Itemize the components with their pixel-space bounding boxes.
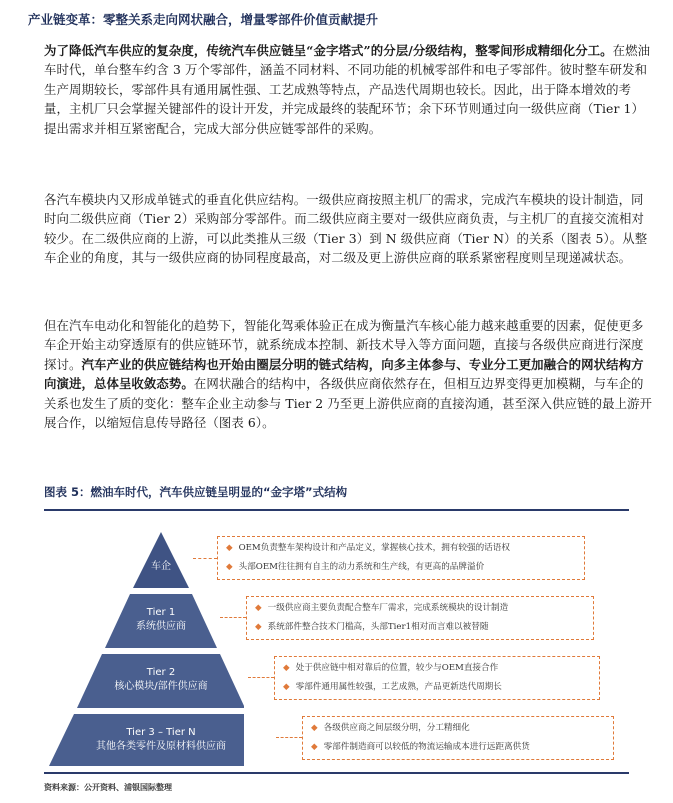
figure-rule-bottom [44, 772, 629, 774]
section-heading: 产业链变革：零整关系走向网状融合，增量零部件价值贡献提升 [28, 12, 379, 27]
note-box-tier-2: ◆ 处于供应链中相对靠后的位置，较少与OEM直接合作 ◆ 零部件通用属性较强，工艺成熟，产品更新迭代周期长 [274, 656, 600, 700]
source-note: 资料来源：公开资料、浦银国际整理 [44, 783, 172, 792]
tier-2-label: Tier 2 核心模块/部件供应商 [114, 667, 208, 692]
connector-tier-1 [220, 617, 246, 618]
note-box-tier-1: ◆ 一级供应商主要负责配合整车厂需求，完成系统模块的设计制造 ◆ 系统部件整合技术门槛高，头部Tier1相对而言难以被替随 [246, 596, 594, 640]
paragraph-1-text: 在燃油车时代，单台整车约含 3 万个零部件，涵盖不同材料、不同功能的机械零部件和电子零部件。彼时整车研发和生产周期较长，零部件具有通用属性强、工艺成熟等特点，产品迭代周期也较长。因此，出于降本增效的考量，主机厂只会掌握关键部件的设计开发，并完成最终的装配环节；余下环节则通过向一级供应商（Tier 1）提出需求并相互紧密配合，完成大部分供应链零部件的采购。 [44, 43, 651, 136]
paragraph-3-text-b: 在网状融合的结构中，各级供应商依然存在，但相互边界变得更加模糊，与车企的关系也发生了质的变化：整车企业主动参与 Tier 2 乃至更上游供应商的直接沟通，甚至深入供应链的最上游开展合作，以缩短信息传导路径（图表 6）。 [44, 376, 653, 431]
paragraph-3-bold: 汽车产业的供应链结构也开始由圈层分明的链式结构，向多主体参与、专业分工更加融合的网状结构方向演进，总体呈收敛态势。 [44, 356, 644, 392]
note-box-oem: ◆ OEM负责整车架构设计和产品定义，掌握核心技术，拥有较强的话语权 ◆ 头部OEM往往拥有自主的动力系统和生产线，有更高的品牌溢价 [217, 536, 585, 580]
tier-oem-label: 车企 [151, 561, 171, 572]
connector-oem [193, 558, 217, 559]
note-box-tier-n: ◆ 各级供应商之间层级分明，分工精细化 ◆ 零部件制造商可以较低的物流运输成本进行远距离供货 [302, 716, 614, 760]
paragraph-1-bold: 为了降低汽车供应的复杂度，传统汽车供应链呈“金字塔式”的分层/分级结构，整零间形成精细化分工。 [44, 43, 613, 58]
paragraph-3 [44, 316, 656, 432]
paragraph-1 [44, 41, 656, 138]
figure-rule-top [44, 509, 629, 511]
figure-title: 图表 5：燃油车时代，汽车供应链呈明显的“金字塔”式结构 [44, 485, 348, 499]
paragraph-3-text-a: 但在汽车电动化和智能化的趋势下，智能化驾乘体验正在成为衡量汽车核心能力越来越重要的因素，促使更多车企开始主动穿透原有的供应链环节，就系统成本控制、新技术导入等方面问题，直接与各级供应商进行深度探讨。 [44, 318, 644, 372]
connector-tier-n [276, 737, 302, 738]
tier-n-label: Tier 3 – Tier N 其他各类零件及原材料供应商 [96, 727, 226, 752]
connector-tier-2 [248, 677, 274, 678]
paragraph-2: 各汽车模块内又形成单链式的垂直化供应结构。一级供应商按照主机厂的需求，完成汽车模块的设计制造，同时向二级供应商（Tier 2）采购部分零部件。而二级供应商主要对一级供应商负责，与主机厂的直接交流相对较少。在二级供应商的上游，可以此类推从三级（Tier 3）到 N 级供应商（Tier N）的关系（图表 5）。从整车企业的角度，其与一级供应商的协同程度最高，对二级及更上游供应商的联系紧密程度则呈现递减状态。 [44, 192, 648, 266]
tier-1-label: Tier 1 系统供应商 [136, 607, 186, 632]
